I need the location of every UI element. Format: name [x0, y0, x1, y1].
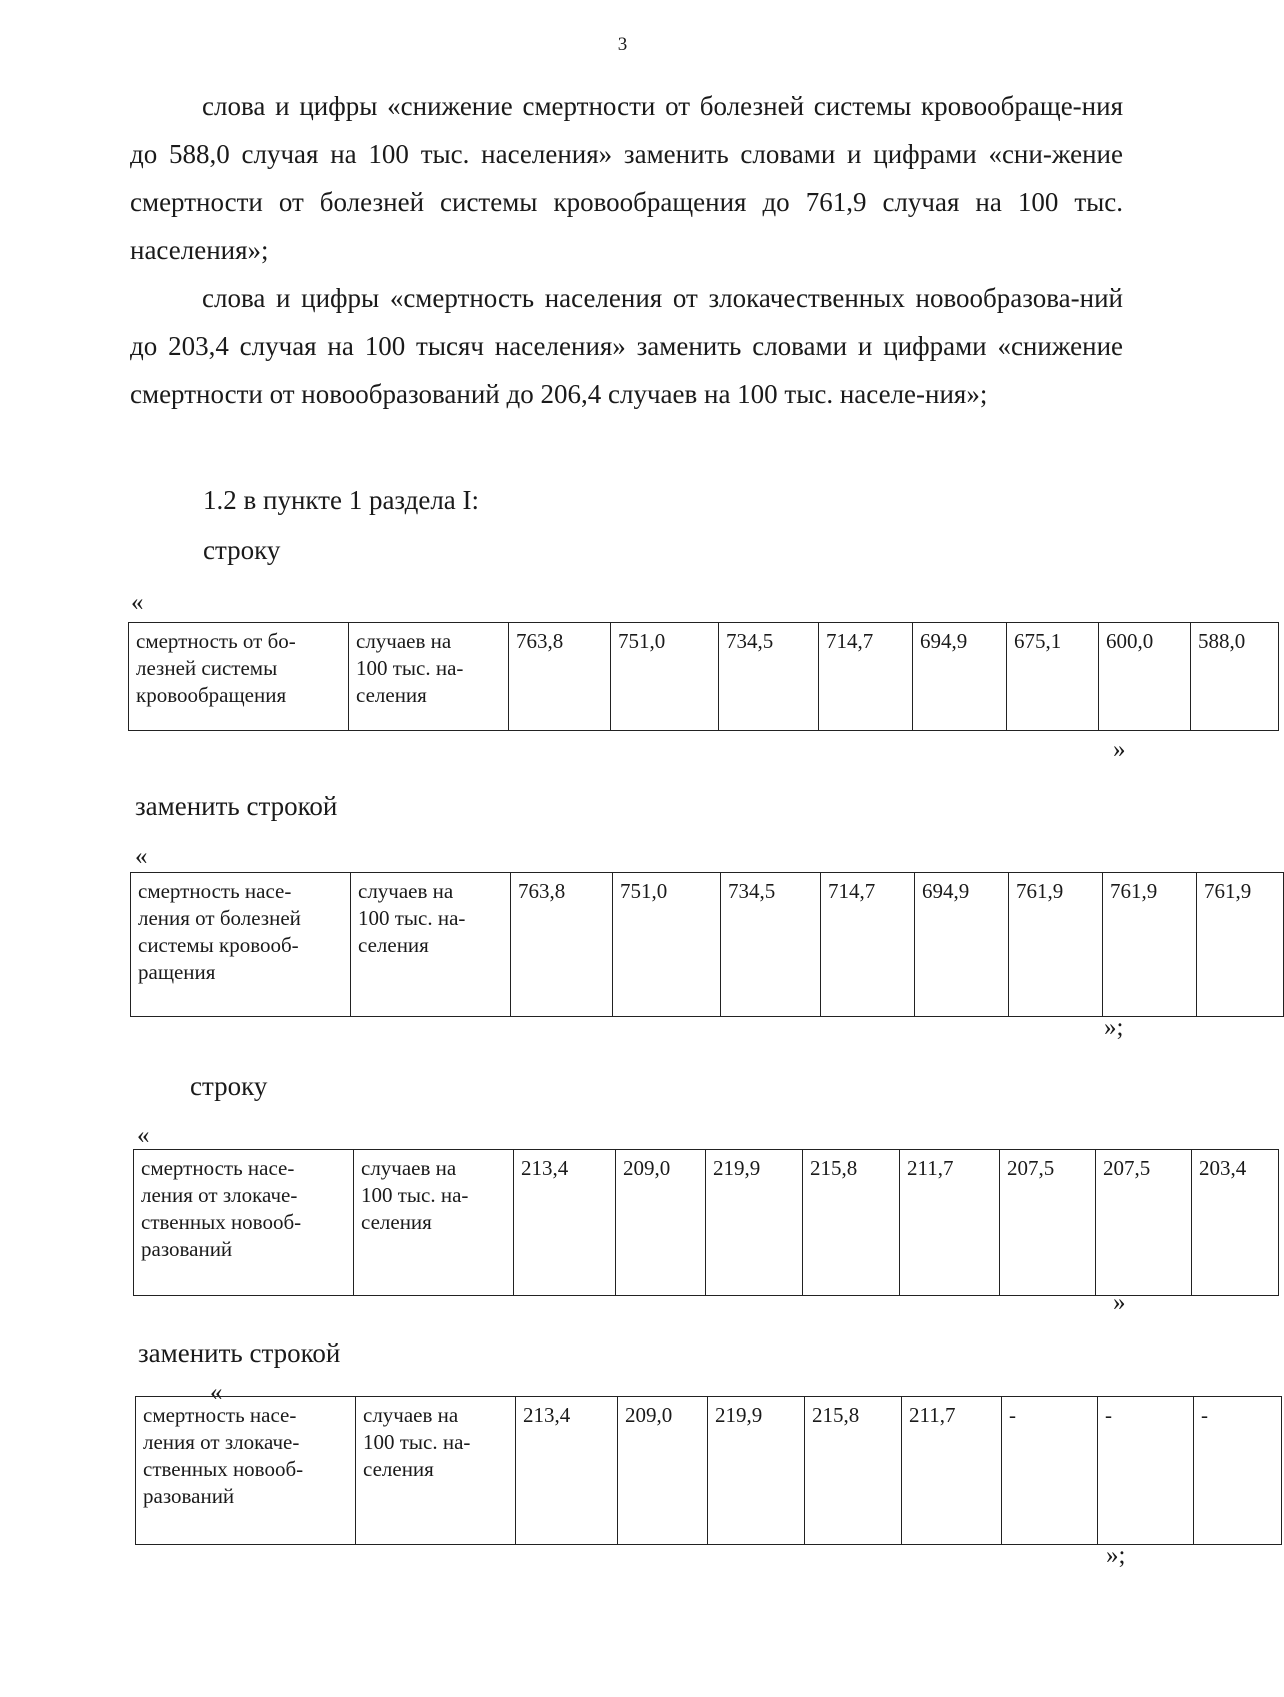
- table-old-cardio: [128, 622, 1279, 731]
- value-cell: 209,0: [616, 1150, 706, 1296]
- table-new-cardio: [130, 872, 1284, 1017]
- value-cell: 751,0: [611, 623, 719, 731]
- value-cell: 213,4: [516, 1397, 618, 1545]
- value-cell: 694,9: [915, 873, 1009, 1017]
- indicator-cell: смертность насе- ления от злокаче- ственных новооб- разований: [134, 1150, 354, 1296]
- value-cell: 714,7: [821, 873, 915, 1017]
- close-quote-3: »: [1113, 1289, 1126, 1316]
- open-quote-2: «: [135, 843, 148, 870]
- value-cell: 761,9: [1197, 873, 1284, 1017]
- value-cell: 588,0: [1191, 623, 1279, 731]
- table-row: [134, 1150, 1279, 1296]
- value-cell: 213,4: [514, 1150, 616, 1296]
- open-quote-4: «: [210, 1379, 223, 1406]
- paragraph-cardio: слова и цифры «снижение смертности от болезней системы кровообраще-ния до 588,0 случая на 100 тыс. населения» заменить словами и цифрами «сни-жение смертности от болезней системы кровообращения до 761,9 случая на 100 тыс. населения»;: [130, 91, 1123, 265]
- phrase-row-1: строку: [203, 535, 281, 565]
- table-row: [131, 873, 1284, 1017]
- value-cell: 734,5: [721, 873, 821, 1017]
- item-heading: 1.2 в пункте 1 раздела I:: [203, 485, 480, 515]
- value-cell: 761,9: [1009, 873, 1103, 1017]
- value-cell: 207,5: [1000, 1150, 1096, 1296]
- value-cell: 203,4: [1192, 1150, 1279, 1296]
- value-cell: 215,8: [803, 1150, 900, 1296]
- value-cell: 211,7: [900, 1150, 1000, 1296]
- value-cell: 675,1: [1007, 623, 1099, 731]
- indicator-cell: смертность насе- ления от злокаче- ственных новооб- разований: [136, 1397, 356, 1545]
- value-cell: 211,7: [902, 1397, 1002, 1545]
- value-cell: 763,8: [511, 873, 613, 1017]
- paragraph-oncology: слова и цифры «смертность населения от злокачественных новообразова-ний до 203,4 случая на 100 тысяч населения» заменить словами и цифрами «снижение смертности от новообразований до 206,4 случаев на 100 тыс. населе-ния»;: [130, 283, 1123, 409]
- value-cell: 763,8: [509, 623, 611, 731]
- table-row: [129, 623, 1279, 731]
- table-old-oncology: [133, 1149, 1279, 1296]
- close-quote-1: »: [1113, 736, 1126, 763]
- value-cell: 761,9: [1103, 873, 1197, 1017]
- unit-cell: случаев на 100 тыс. на- селения: [356, 1397, 516, 1545]
- value-cell: 600,0: [1099, 623, 1191, 731]
- value-cell: 734,5: [719, 623, 819, 731]
- indicator-cell: смертность от бо- лезней системы кровообращения: [129, 623, 349, 731]
- value-cell: -: [1098, 1397, 1194, 1545]
- value-cell: 207,5: [1096, 1150, 1192, 1296]
- close-quote-2: »;: [1104, 1014, 1124, 1041]
- value-cell: 694,9: [913, 623, 1007, 731]
- open-quote-3: «: [137, 1122, 150, 1149]
- unit-cell: случаев на 100 тыс. на- селения: [351, 873, 511, 1017]
- value-cell: -: [1194, 1397, 1282, 1545]
- phrase-replace-1: заменить строкой: [135, 791, 338, 821]
- unit-cell: случаев на 100 тыс. на- селения: [354, 1150, 514, 1296]
- value-cell: 219,9: [706, 1150, 803, 1296]
- table-new-oncology: [135, 1396, 1282, 1545]
- value-cell: 219,9: [708, 1397, 805, 1545]
- value-cell: 751,0: [613, 873, 721, 1017]
- value-cell: -: [1002, 1397, 1098, 1545]
- close-quote-4: »;: [1106, 1542, 1126, 1569]
- indicator-cell: смертность насе- ления от болезней системы кровооб- ращения: [131, 873, 351, 1017]
- value-cell: 714,7: [819, 623, 913, 731]
- page-number: 3: [617, 34, 628, 55]
- phrase-replace-2: заменить строкой: [138, 1338, 341, 1368]
- open-quote-1: «: [131, 589, 144, 616]
- value-cell: 209,0: [618, 1397, 708, 1545]
- unit-cell: случаев на 100 тыс. на- селения: [349, 623, 509, 731]
- table-row: [136, 1397, 1282, 1545]
- phrase-row-2: строку: [190, 1071, 268, 1101]
- value-cell: 215,8: [805, 1397, 902, 1545]
